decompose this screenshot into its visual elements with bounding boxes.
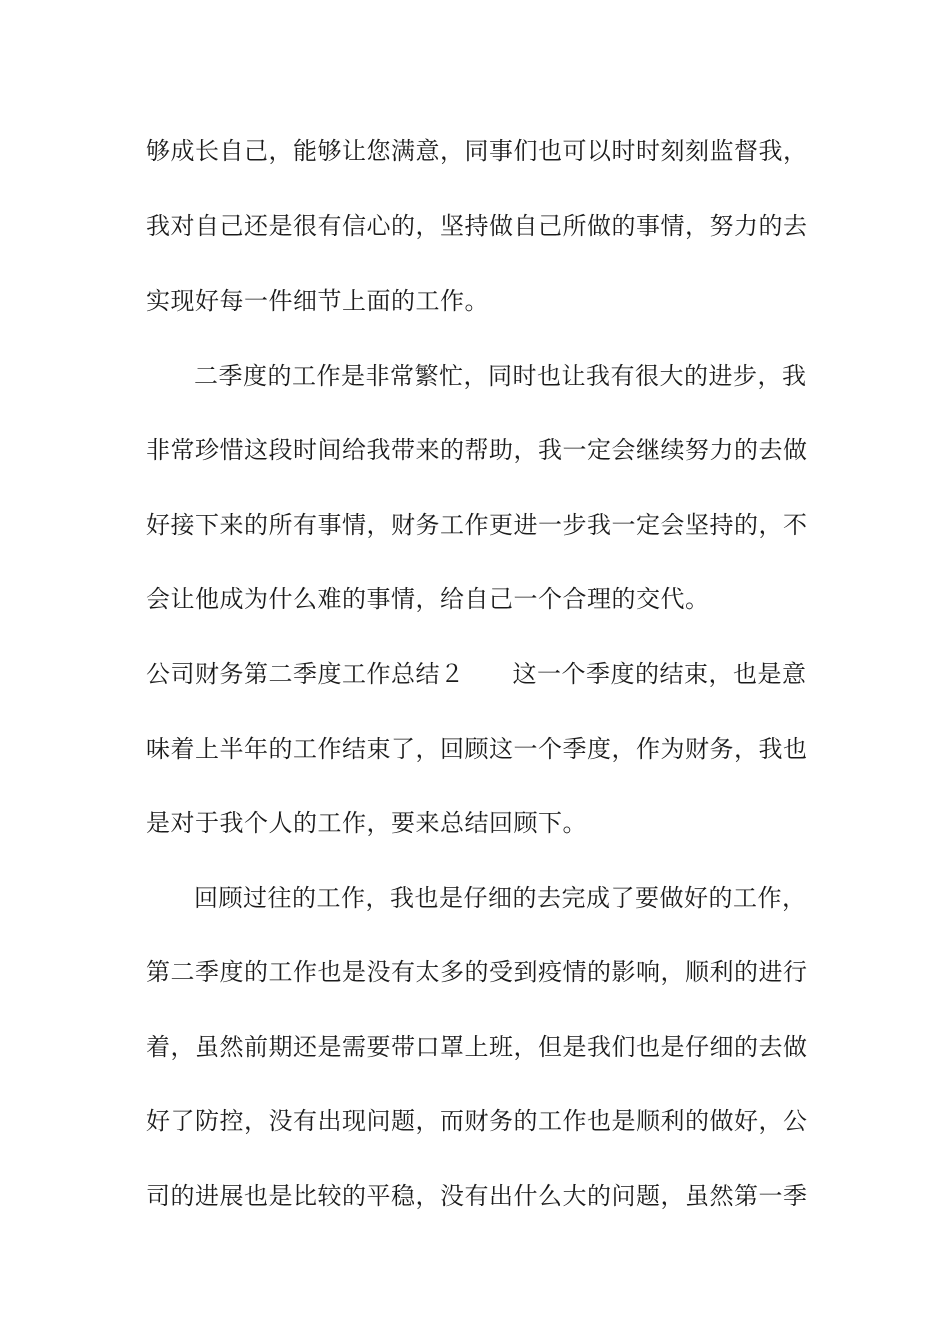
section-title: 公司财务第二季度工作总结２ [146,660,465,688]
paragraph-line: 我对自己还是很有信心的，坚持做自己所做的事情，努力的去 [146,212,808,240]
paragraph-line-start: 这一个季度的结束，也是意 [512,660,807,688]
paragraph-line: 司的进展也是比较的平稳，没有出什么大的问题，虽然第一季 [146,1182,808,1210]
paragraph-line: 好接下来的所有事情，财务工作更进一步我一定会坚持的，不 [146,511,808,539]
paragraph-line: 二季度的工作是非常繁忙，同时也让我有很大的进步，我 [194,362,807,390]
paragraph-line: 第二季度的工作也是没有太多的受到疫情的影响，顺利的进行 [146,958,808,986]
paragraph-line: 回顾过往的工作，我也是仔细的去完成了要做好的工作， [194,884,807,912]
paragraph-line: 非常珍惜这段时间给我带来的帮助，我一定会继续努力的去做 [146,436,808,464]
paragraph-line: 会让他成为什么难的事情，给自己一个合理的交代。 [146,585,710,613]
paragraph-line: 是对于我个人的工作，要来总结回顾下。 [146,809,587,837]
paragraph-line: 着，虽然前期还是需要带口罩上班，但是我们也是仔细的去做 [146,1033,808,1061]
paragraph-line: 够成长自己，能够让您满意，同事们也可以时时刻刻监督我， [146,137,808,165]
section-heading-line [146,659,807,689]
paragraph-line: 好了防控，没有出现问题，而财务的工作也是顺利的做好，公 [146,1107,808,1135]
paragraph-line: 实现好每一件细节上面的工作。 [146,287,489,315]
paragraph-line: 味着上半年的工作结束了，回顾这一个季度，作为财务，我也 [146,735,808,763]
